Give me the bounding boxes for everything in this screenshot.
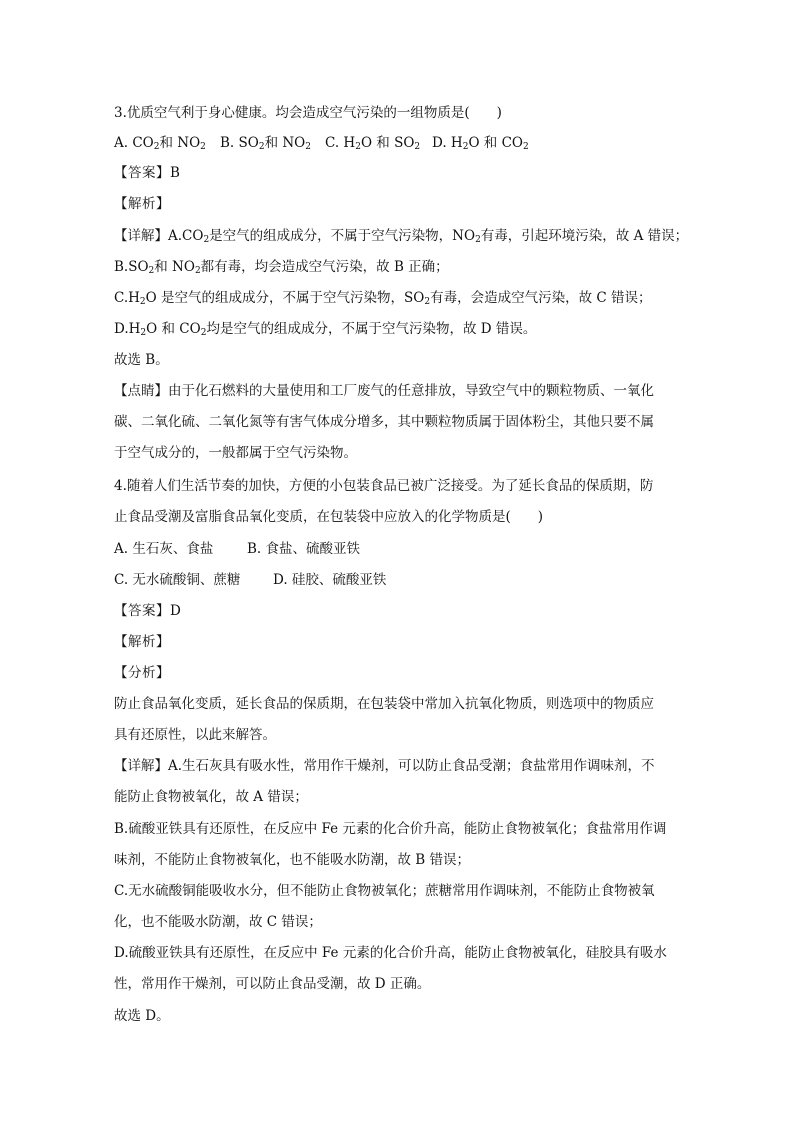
- q4-option-a: A. 生石灰、食盐: [114, 541, 214, 557]
- q3-option-b: B. $SO_2$和 $NO_2$: [220, 135, 311, 152]
- q3-answer: 【答案】B: [114, 165, 181, 181]
- q4-detail-line: B.硫酸亚铁具有还原性，在反应中 Fe 元素的化合价升高，能防止食物被氧化；食盐常用作调: [114, 821, 667, 837]
- q3-detail-line: $B.SO_2$和 $NO_2$都有毒，均会造成空气污染，故 B 正确；: [114, 259, 449, 276]
- q3-detail-line: $C.H_2O$ 是空气的组成成分，不属于空气污染物，$SO_2$有毒，会造成空气污染，故 C 错误；: [114, 290, 652, 307]
- q3-stem: 3.优质空气利于身心健康。均会造成空气污染的一组物质是( ): [114, 105, 502, 121]
- q4-detail-line: C.无水硫酸铜能吸收水分，但不能防止食物被氧化；蔗糖常用作调味剂，不能防止食物被氧: [114, 883, 655, 899]
- q4-analyze-label: 【分析】: [114, 665, 170, 681]
- q3-option-d: D. $H_2O$ 和 $CO_2$: [432, 135, 529, 152]
- q3-detail-line: $D.H_2O$ 和 $CO_2$均是空气的组成成分，不属于空气污染物，故 D 错误。: [114, 321, 537, 338]
- q4-detail-line: 能防止食物被氧化，故 A 错误；: [114, 789, 308, 805]
- q4-option-b: B. 食盐、硫酸亚铁: [247, 541, 361, 557]
- q4-detail-line: 性，常用作干燥剂，可以防止食品受潮，故 D 正确。: [114, 976, 431, 992]
- q4-option-c: C. 无水硫酸铜、蔗糖: [114, 572, 241, 588]
- q4-analyze-line: 防止食品氧化变质，延长食品的保质期，在包装袋中常加入抗氧化物质，则选项中的物质应: [114, 696, 654, 712]
- q4-option-d: D. 硅胶、硫酸亚铁: [273, 572, 387, 588]
- q4-stem-line: 4.随着人们生活节奏的加快，方便的小包装食品已被广泛接受。为了延长食品的保质期，防: [114, 478, 654, 494]
- q4-detail-line: 味剂，不能防止食物被氧化，也不能吸水防潮，故 B 错误；: [114, 852, 471, 868]
- q4-analyze-line: 具有还原性，以此来解答。: [114, 727, 276, 743]
- q3-note-line: 碳、二氧化硫、二氧化氮等有害气体成分增多，其中颗粒物质属于固体粉尘，其他只要不属: [114, 414, 654, 430]
- q4-analysis-label: 【解析】: [114, 634, 170, 650]
- q3-detail-line: 【详解】$A.CO_2$是空气的组成成分，不属于空气污染物，$NO_2$有毒，引起环境污染，故 A 错误；: [114, 228, 689, 245]
- q4-answer: 【答案】D: [114, 603, 182, 619]
- q3-option-c: C. $H_2O$ 和 $SO_2$: [325, 135, 421, 152]
- q3-note-line: 【点睛】由于化石燃料的大量使用和工厂废气的任意排放，导致空气中的颗粒物质、一氧化: [114, 383, 654, 399]
- q4-detail-line: D.硫酸亚铁具有还原性，在反应中 Fe 元素的化合价升高，能防止食物被氧化，硅胶具有吸水: [114, 945, 667, 961]
- q4-detail-line: 【详解】A.生石灰具有吸水性，常用作干燥剂，可以防止食品受潮；食盐常用作调味剂，不: [114, 758, 655, 774]
- q3-note-line: 于空气成分的，一般都属于空气污染物。: [114, 445, 357, 461]
- q4-conclusion: 故选 D。: [114, 1008, 170, 1024]
- q3-conclusion: 故选 B。: [114, 352, 169, 368]
- q4-detail-line: 化，也不能吸水防潮，故 C 错误；: [114, 914, 322, 930]
- q3-option-a: A. $CO_2$和 $NO_2$: [114, 135, 206, 152]
- q3-analysis-label: 【解析】: [114, 196, 170, 212]
- q4-stem-line: 止食品受潮及富脂食品氧化变质，在包装袋中应放入的化学物质是( ): [114, 509, 544, 525]
